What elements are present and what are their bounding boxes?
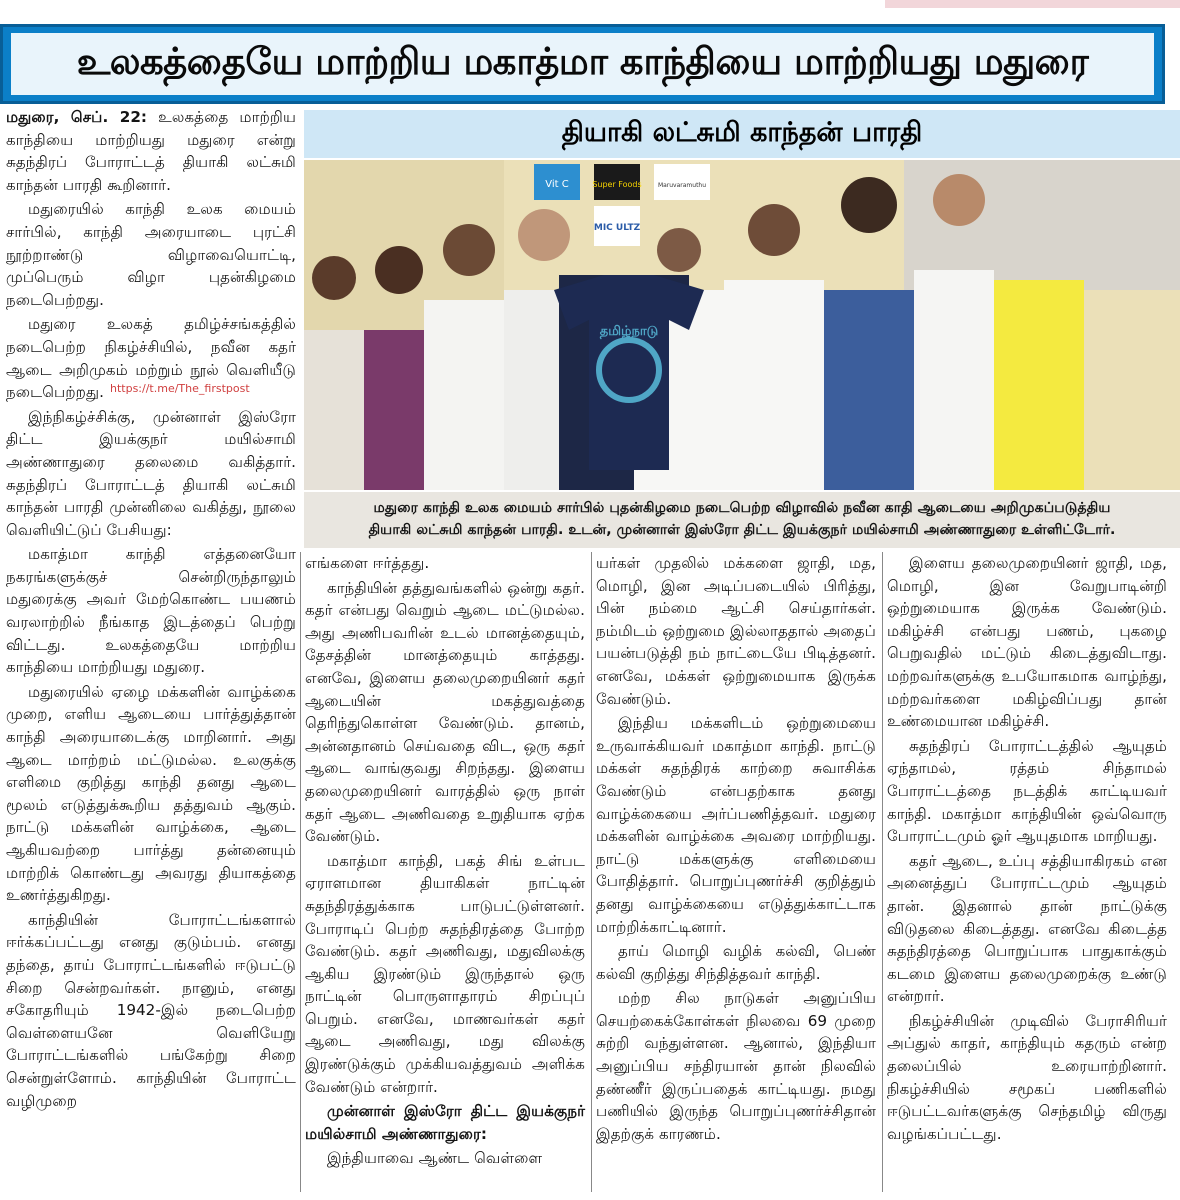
paragraph: நிகழ்ச்சியின் முடிவில் பேராசிரியர் அப்துல் காதர், காந்தியும் கதரும் என்ற தலைப்பில் உரையாற்றினார். நிகழ்ச்சியில் சமூகப் பணிகளில் ஈடுபட்டவர்களுக்கு செந்தமிழ் விருது வழங்கப்பட்டது. xyxy=(887,1011,1167,1143)
subheadline-banner xyxy=(304,110,1180,158)
corner-strip xyxy=(885,0,1180,8)
paragraph: சுதந்திரப் போராட்டத்தில் ஆயுதம் ஏந்தாமல், ரத்தம் சிந்தாமல் போராட்டத்தை நடத்திக் காட்டியவர் காந்தி. மகாத்மா காந்தியின் ஒவ்வொரு போராட்டமும் ஓர் ஆயுதமாக மாறியது. xyxy=(887,736,1167,846)
paragraph: மதுரை, செப். 22: உலகத்தை மாற்றிய காந்தியை மாற்றியது மதுரை என்று சுதந்திரப் போராட்டத் தியாகி லட்சுமி காந்தன் பாரதி கூறினார். xyxy=(6,108,297,194)
section-subhead: முன்னாள் இஸ்ரோ திட்ட இயக்குநர் மயில்சாமி அண்ணாதுரை: xyxy=(305,1102,585,1143)
paragraph: இந்நிகழ்ச்சிக்கு, முன்னாள் இஸ்ரோ திட்ட இயக்குநர் மயில்சாமி அண்ணாதுரை தலைமை வகித்தார். சுதந்திரப் போராட்டத் தியாகி லட்சுமி காந்தன் பாரதி முன்னிலை வகித்து, நூலை வெளியிட்டுப் பேசியது: xyxy=(6,407,296,539)
paragraph: தாய் மொழி வழிக் கல்வி, பெண் கல்வி குறித்து சிந்தித்தவர் காந்தி. xyxy=(596,942,876,983)
headline-banner xyxy=(0,24,1165,104)
column-divider xyxy=(591,552,592,1192)
dateline: மதுரை, செப். 22: xyxy=(6,108,147,126)
subheadline: தியாகி லட்சுமி காந்தன் பாரதி xyxy=(561,116,923,148)
paragraph: காந்தியின் போராட்டங்களால் ஈர்க்கப்பட்டது எனது குடும்பம். எனது தந்தை, தாய் போராட்டங்களில் ஈடுபட்டு சிறை சென்றவர்கள். நானும், எனது சகோதரியும் 1942-இல் நடைபெற்ற வெள்ளையனே வெளியேறு போராட்டங்களில் பங்கேற்று சிறை சென்றுள்ளோம். காந்தியின் போராட்ட வழிமுறை xyxy=(6,910,296,1110)
article-column-1 xyxy=(6,106,296,1114)
svg-text:Maruvaramuthu: Maruvaramuthu xyxy=(657,182,707,189)
paragraph: எங்களை ஈர்த்தது. xyxy=(305,554,430,572)
paragraph: மற்ற சில நாடுகள் அனுப்பிய செயற்கைக்கோள்கள் நிலவை 69 முறை சுற்றி வந்துள்ளன. ஆனால், இந்தியா அனுப்பிய சந்திரயான் தான் நிலவில் தண்ணீர் இருப்பதைக் காட்டியது. நமது பணியில் இருந்த பொறுப்புணர்ச்சிதான் இதற்குக் காரணம். xyxy=(596,989,876,1143)
page-headline: உலகத்தையே மாற்றிய மகாத்மா காந்தியை மாற்றியது மதுரை xyxy=(76,40,1089,83)
article-column-3 xyxy=(596,552,876,1147)
caption-line: தியாகி லட்சுமி காந்தன் பாரதி. உடன், முன்னாள் இஸ்ரோ திட்ட இயக்குநர் மயில்சாமி அண்ணாதுரை உள்ளிட்டோர். xyxy=(368,522,1116,538)
paragraph: மதுரையில் காந்தி உலக மையம் சார்பில், காந்தி அரையாடை புரட்சி நூற்றாண்டு விழாவையொட்டி, முப்பெரும் விழா புதன்கிழமை நடைபெற்றது. xyxy=(6,200,296,309)
paragraph: இளைய தலைமுறையினர் ஜாதி, மத, மொழி, இன வேறுபாடின்றி ஒற்றுமையாக இருக்க வேண்டும். மகிழ்ச்சி என்பது பணம், புகழை பெறுவதில் மட்டும் கிடைத்துவிடாது. மற்றவர்களுக்கு உபயோகமாக வாழ்ந்து, மற்றவர்களை மகிழ்விப்பது தான் உண்மையான மகிழ்ச்சி. xyxy=(887,554,1167,731)
watermark-link: https://t.me/The_firstpost xyxy=(110,382,250,395)
paragraph: கதர் ஆடை, உப்பு சத்தியாகிரகம் என அனைத்துப் போராட்டமும் ஆயுதம் தான். இதனால் தான் நாட்டுக்கு விடுதலை கிடைத்தது. எனவே கிடைத்த சுதந்திரத்தை பொறுப்பாக பாதுகாக்கும் கடமை இளைய தலைமுறைக்கு உண்டு என்றார். xyxy=(887,851,1167,1006)
event-photo-illustration xyxy=(304,160,1180,490)
photo-caption xyxy=(304,492,1180,548)
paragraph: இந்தியாவை ஆண்ட வெள்ளை xyxy=(327,1149,543,1168)
article-column-4 xyxy=(887,552,1167,1147)
paragraph: மகாத்மா காந்தி, பகத் சிங் உள்பட ஏராளமான தியாகிகள் நாட்டின் சுதந்திரத்துக்காக பாடுபட்டுள்ளனர். போராடிப் பெற்ற சுதந்திரத்தை போற்ற வேண்டும். கதர் அணிவது, மதுவிலக்கு ஆகிய இரண்டும் இருந்தால் ஒரு நாட்டின் பொருளாதாரம் சிறப்புப் பெறும். எனவே, மாணவர்கள் கதர் ஆடை அணிவது, மது விலக்கு இரண்டுக்கும் முக்கியவத்துவம் அளிக்க வேண்டும் என்றார். xyxy=(305,851,585,1096)
paragraph: மகாத்மா காந்தி எத்தனையோ நகரங்களுக்குச் சென்றிருந்தாலும் மதுரைக்கு அவர் மேற்கொண்ட பயணம் வரலாற்றில் நீங்காத இடத்தைப் பெற்று விட்டது. உலகத்தையே மாற்றிய காந்தியை மாற்றியது மதுரை. xyxy=(6,545,296,677)
caption-line: மதுரை காந்தி உலக மையம் சார்பில் புதன்கிழமை நடைபெற்ற விழாவில் நவீன காதி ஆடையை அறிமுகப்படுத்திய xyxy=(373,500,1111,516)
paragraph: யர்கள் முதலில் மக்களை ஜாதி, மத, மொழி, இன அடிப்படையில் பிரித்து, பின் நம்மை ஆட்சி செய்தார்கள். நம்மிடம் ஒற்றுமை இல்லாததால் அதைப் பயன்படுத்தி நம் நாட்டையே பிடித்தனர். எனவே, மக்கள் ஒற்றுமையாக இருக்க வேண்டும். xyxy=(596,554,876,708)
svg-text:தமிழ்நாடு: தமிழ்நாடு xyxy=(599,324,659,339)
svg-text:MIC ULTZ: MIC ULTZ xyxy=(593,223,641,233)
column-divider xyxy=(300,552,301,1192)
paragraph: மதுரை உலகத் தமிழ்ச்சங்கத்தில் நடைபெற்ற நிகழ்ச்சியில், நவீன கதர் ஆடை அறிமுகம் மற்றும் நூல் வெளியீடு நடைபெற்றது. xyxy=(6,315,296,402)
paragraph: இந்திய மக்களிடம் ஒற்றுமையை உருவாக்கியவர் மகாத்மா காந்தி. நாட்டு மக்கள் சுதந்திரக் காற்றை சுவாசிக்க வேண்டும் என்பதற்காக தனது வாழ்க்கையை அர்ப்பணித்தவர். மதுரை மக்களின் வாழ்க்கை அவரை மாற்றியது. நாட்டு மக்களுக்கு எளிமையை போதித்தார். பொறுப்புணர்ச்சி குறித்தும் தனது வாழ்க்கையை எடுத்துக்காட்டாக மாற்றிக்காட்டினார். xyxy=(596,714,876,936)
svg-text:Vit C: Vit C xyxy=(545,179,569,190)
paragraph: காந்தியின் தத்துவங்களில் ஒன்று கதர். கதர் என்பது வெறும் ஆடை மட்டுமல்ல. அது அணிபவரின் உடல் மானத்தையும், தேசத்தின் மானத்தையும் காத்தது. எனவே, இளைய தலைமுறையினர் கதர் ஆடையின் மகத்துவத்தை தெரிந்துகொள்ள வேண்டும். தானம், அன்னதானம் செய்வதை விட, ஒரு கதர் ஆடை வாங்குவது சிறந்தது. இளைய தலைமுறையினர் வாரத்தில் ஒரு நாள் கதர் ஆடை அணிவதை உறுதியாக ஏற்க வேண்டும். xyxy=(305,578,585,846)
column-divider xyxy=(882,552,883,1192)
paragraph: மதுரையில் ஏழை மக்களின் வாழ்க்கை முறை, எளிய ஆடையை பார்த்துத்தான் காந்தி அரையாடைக்கு மாறினார். அது ஆடை மாற்றம் மட்டுமல்ல. உலகுக்கு எளிமை குறித்து காந்தி தனது ஆடை மூலம் எடுத்துக்கூறிய தத்துவம் ஆகும். நாட்டு மக்களின் வாழ்க்கை, ஆடை ஆகியவற்றை பார்த்து தன்னையும் மாற்றிக் கொண்டது அவரது தியாகத்தை உணர்த்துகிறது. xyxy=(6,682,296,905)
svg-text:Super Foods: Super Foods xyxy=(592,180,642,189)
event-photo xyxy=(304,160,1180,490)
article-column-2 xyxy=(305,552,585,1172)
